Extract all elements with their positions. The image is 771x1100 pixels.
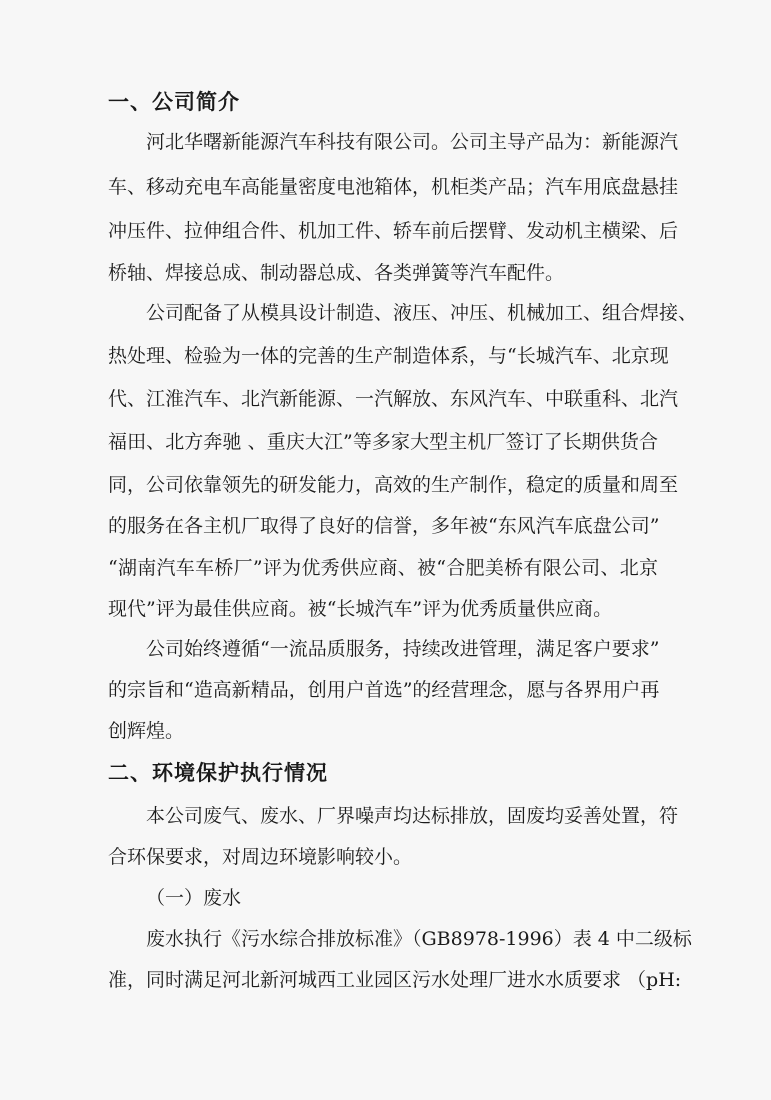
paragraph-line: 公司配备了从模具设计制造、液压、冲压、机械加工、组合焊接、 bbox=[146, 302, 698, 324]
paragraph-line: 现代”评为最佳供应商。被“长城汽车”评为优秀质量供应商。 bbox=[108, 598, 613, 620]
paragraph-line: 车、移动充电车高能量密度电池箱体，机柜类产品；汽车用底盘悬挂 bbox=[108, 176, 679, 198]
paragraph-line: 桥轴、焊接总成、制动器总成、各类弹簧等汽车配件。 bbox=[108, 262, 565, 284]
paragraph-line: 代、江淮汽车、北汽新能源、一汽解放、东风汽车、中联重科、北汽 bbox=[108, 388, 679, 410]
paragraph-line: 冲压件、拉伸组合件、机加工件、轿车前后摆臂、发动机主横梁、后 bbox=[108, 220, 679, 242]
section-heading-company-profile: 一、公司简介 bbox=[108, 90, 240, 114]
subsection-heading-wastewater: （一）废水 bbox=[146, 887, 242, 909]
paragraph-line: 福田、北方奔驰 、重庆大江”等多家大型主机厂签订了长期供货合 bbox=[108, 431, 658, 453]
section-heading-environmental-protection: 二、环境保护执行情况 bbox=[108, 761, 328, 785]
paragraph-line: 废水执行《污水综合排放标准》（GB8978-1996）表 4 中二级标 bbox=[146, 928, 692, 950]
paragraph-line: 的服务在各主机厂取得了良好的信誉，多年被“东风汽车底盘公司” bbox=[108, 515, 660, 537]
paragraph-line: 河北华曙新能源汽车科技有限公司。公司主导产品为：新能源汽 bbox=[146, 131, 679, 153]
paragraph-line: “湖南汽车车桥厂”评为优秀供应商、被“合肥美桥有限公司、北京 bbox=[108, 557, 658, 579]
paragraph-line: 本公司废气、废水、厂界噪声均达标排放，固废均妥善处置，符 bbox=[146, 805, 679, 827]
paragraph-line: 准，同时满足河北新河城西工业园区污水处理厂进水水质要求 （pH: bbox=[108, 969, 682, 991]
paragraph-line: 合环保要求，对周边环境影响较小。 bbox=[108, 846, 413, 868]
paragraph-line: 热处理、检验为一体的完善的生产制造体系，与“长城汽车、北京现 bbox=[108, 345, 669, 367]
paragraph-line: 同，公司依靠领先的研发能力，高效的生产制作，稳定的质量和周至 bbox=[108, 474, 679, 496]
paragraph-line: 的宗旨和“造高新精品，创用户首选”的经营理念，愿与各界用户再 bbox=[108, 679, 660, 701]
paragraph-line: 公司始终遵循“一流品质服务，持续改进管理，满足客户要求” bbox=[146, 638, 660, 660]
paragraph-line: 创辉煌。 bbox=[108, 720, 185, 742]
